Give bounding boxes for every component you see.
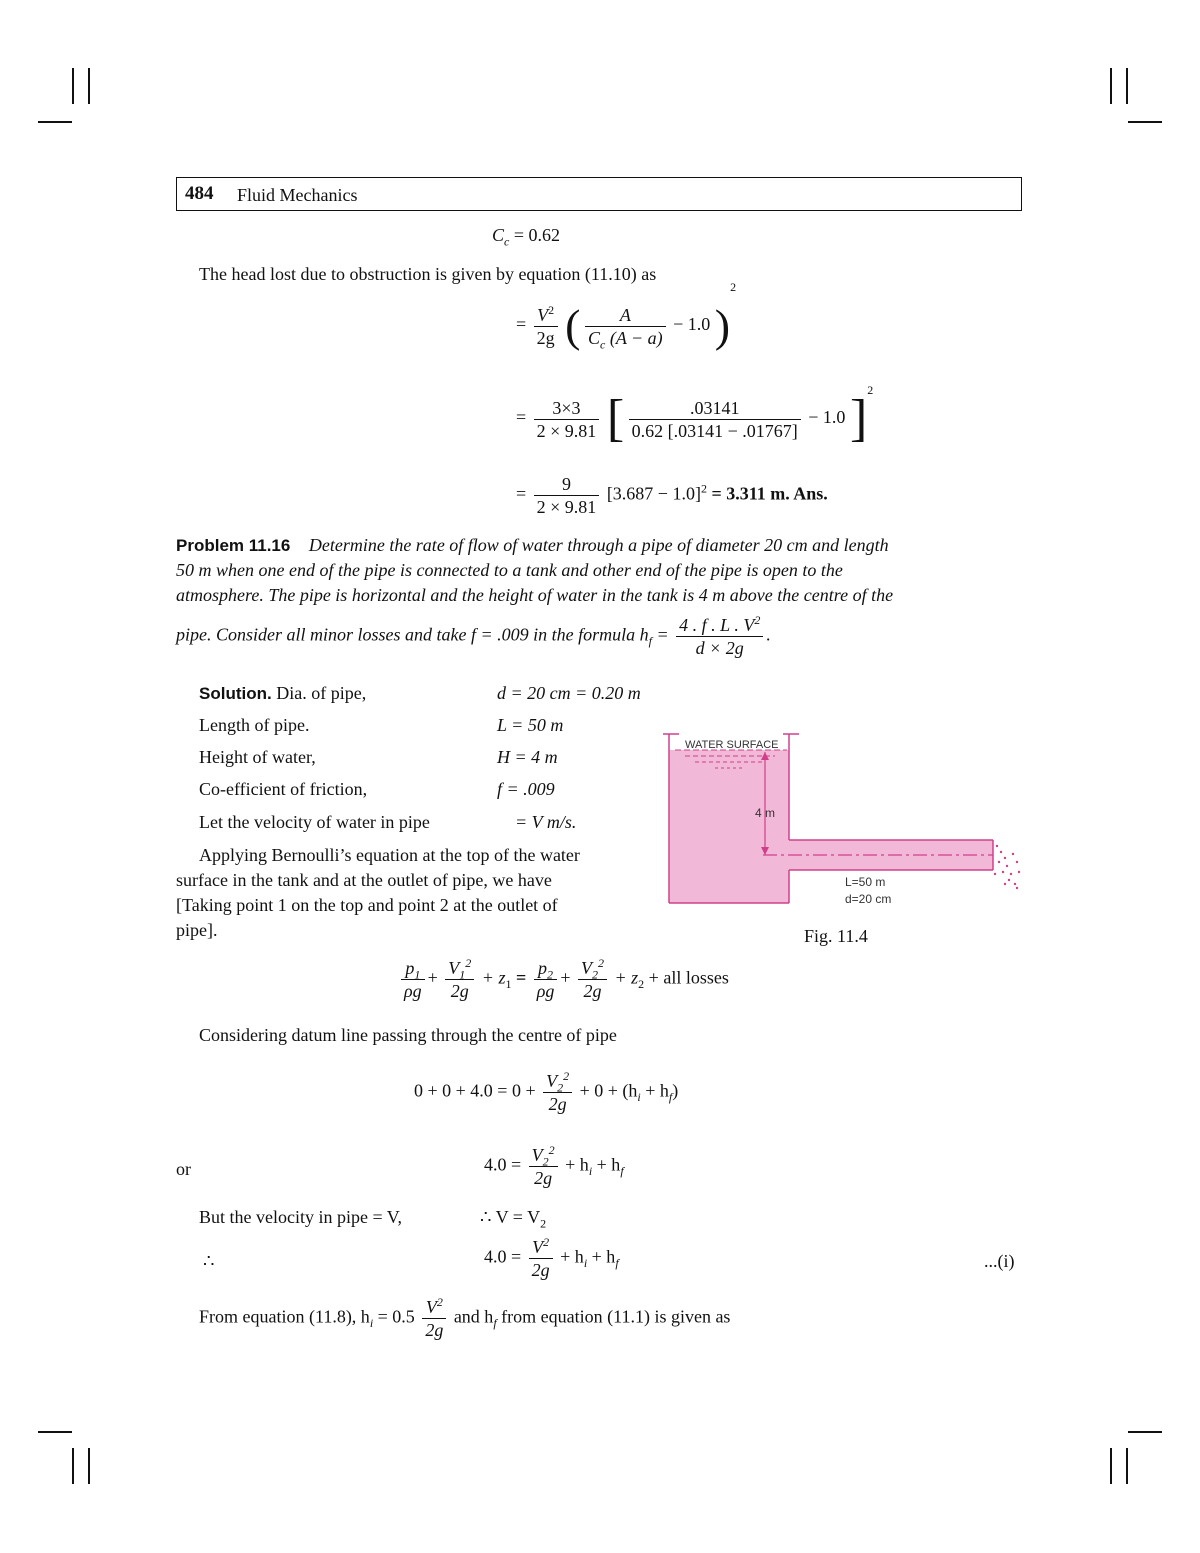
fraction: [534, 473, 600, 518]
fraction: $\frac{V_2^2}{2g}$: [578, 957, 607, 1002]
equation-datum: 0 + 0 + 4.0 = 0 + $\frac{V_2^2}{2g}$ + $0 + (h_i + h_f)$: [414, 1069, 679, 1114]
numerator: A: [619, 304, 631, 325]
paren-close: ): [672, 1080, 679, 1101]
problem-label: Problem 11.16: [176, 536, 291, 555]
exponent: 2: [730, 280, 737, 294]
numerator: .03141: [689, 397, 740, 418]
equation-or: 4.0 = $\frac{V_2^2}{2g}$ + $h_i + h_f$: [484, 1143, 624, 1188]
crop-mark: [1126, 68, 1128, 104]
fraction: [629, 397, 801, 442]
crop-mark: [1110, 68, 1112, 104]
fraction: $\frac{4 . f . L . V^2}{d \times 2g}$: [676, 614, 763, 659]
crop-mark: [1128, 121, 1162, 123]
crop-mark: [72, 68, 74, 104]
crop-mark: [1128, 1431, 1162, 1433]
eq-sign: =: [516, 483, 527, 504]
losses-term: + all losses: [648, 967, 729, 988]
length-label: L=50 m: [845, 875, 886, 889]
eq-rhs: + h: [565, 1154, 589, 1175]
eq-sign: =: [516, 407, 527, 428]
text-segment: and h: [453, 1306, 494, 1327]
velocity-equality: [480, 1206, 547, 1231]
eq-lhs: 0 + 0 + 4.0 = 0 +: [414, 1080, 536, 1101]
paren-open: (: [565, 300, 581, 351]
fraction: [585, 304, 666, 352]
given-value: = V m/s.: [515, 812, 577, 832]
cc-sub: c: [504, 234, 510, 249]
water-surface-label: WATER SURFACE: [685, 739, 779, 751]
given-name: Let the velocity of water in pipe: [199, 812, 430, 832]
denominator: 2g: [534, 326, 558, 349]
fraction: $\frac{V^2}{2g}$: [422, 1296, 446, 1341]
eq-tail: − 1.0: [673, 314, 711, 335]
book-title: Fluid Mechanics: [237, 185, 358, 205]
solution-paragraph: surface in the tank and at the outlet of pipe, we have: [176, 870, 552, 890]
eq-lhs: 4.0 =: [484, 1154, 522, 1175]
outlet-spray: [994, 845, 1020, 889]
den-symbol: C: [587, 327, 600, 348]
crop-mark: [72, 1448, 74, 1484]
velocity-statement: But the velocity in pipe = V,: [199, 1207, 402, 1227]
two-g: 2g: [445, 979, 474, 1002]
denominator: 2g: [529, 1258, 553, 1281]
z2: + z: [614, 967, 639, 988]
fraction: $\frac{V^2}{2g}$: [534, 304, 558, 349]
bernoulli-equation: $\frac{p_1}{\rho g}$ + $\frac{V_1^2}{2g}$ + $z_1$ = $\frac{p_2}{\rho g}$ + $\frac{V_2^2}{2g}$ + $z_2$ + all losses: [398, 957, 729, 1002]
numerator: V: [531, 1145, 543, 1165]
given-name: Length of pipe.: [199, 715, 310, 735]
p1: p: [405, 958, 415, 978]
denominator: 2g: [543, 1092, 572, 1115]
eq-sign: =: [516, 314, 527, 335]
water-body: [669, 750, 993, 903]
fraction: $\frac{V^2}{2g}$: [529, 1236, 553, 1281]
given-value: d = 20 cm = 0.20 m: [497, 683, 641, 703]
two-g: 2g: [578, 979, 607, 1002]
denominator: 2g: [529, 1166, 558, 1189]
fraction: $\frac{p_2}{\rho g}$: [534, 957, 558, 1002]
equation-substituted: [516, 383, 874, 447]
crop-mark: [38, 121, 72, 123]
text-segment: From equation (11.8), h: [199, 1306, 370, 1327]
datum-line-text: Considering datum line passing through the centre of pipe: [199, 1025, 617, 1045]
fraction: [534, 397, 600, 442]
bracket-close: ]: [849, 390, 868, 447]
eq-rhs: + h: [591, 1246, 616, 1267]
rho-g: ρg: [534, 979, 558, 1002]
diameter-label: d=20 cm: [845, 892, 892, 906]
given-value: L = 50 m: [497, 715, 564, 735]
fraction: $\frac{p_1}{\rho g}$: [401, 957, 425, 1002]
problem-line-3: atmosphere. The pipe is horizontal and the height of water in the tank is 4 m above the centre of the: [176, 585, 894, 605]
problem-text: Determine the rate of flow of water through a pipe of diameter 20 cm and length: [308, 535, 889, 555]
head-loss-intro: The head lost due to obstruction is given by equation (11.10) as: [199, 264, 657, 284]
eq-rhs: + h: [645, 1080, 669, 1101]
numerator: 4 . f . L . V: [679, 615, 755, 635]
denominator: 2g: [422, 1318, 446, 1341]
hf-sub: f: [648, 634, 652, 649]
height-label: 4 m: [755, 806, 776, 820]
eq-tail: − 1.0: [808, 407, 846, 428]
bracket-open: [: [606, 390, 625, 447]
fraction: $\frac{V_2^2}{2g}$: [529, 1144, 558, 1189]
cc-rhs: = 0.62: [513, 225, 560, 245]
z1: + z: [481, 967, 506, 988]
therefore-symbol: ∴: [203, 1251, 215, 1271]
denominator: d × 2g: [676, 636, 763, 659]
v1: V: [448, 958, 460, 978]
eq-sign: =: [515, 967, 527, 988]
eq-rhs: + 0 + (h: [579, 1080, 638, 1101]
crop-mark: [88, 68, 90, 104]
numerator: V: [532, 1237, 544, 1257]
given-name: Co-efficient of friction,: [199, 779, 368, 799]
paren-close: ): [714, 300, 731, 351]
problem-line-2: 50 m when one end of the pipe is connected to a tank and other end of the pipe is open to the: [176, 560, 843, 580]
or-label: or: [176, 1159, 191, 1179]
p2: p: [538, 958, 548, 978]
numerator: 3×3: [552, 397, 581, 418]
period: .: [766, 624, 771, 645]
fraction: $\frac{V_1^2}{2g}$: [445, 957, 474, 1002]
therefore-expr: ∴ V = V: [480, 1207, 541, 1227]
page-header: [176, 177, 1022, 211]
solution-label: Solution.: [199, 684, 272, 703]
denominator: [585, 326, 666, 352]
denominator: 0.62 [.03141 − .01767]: [629, 419, 801, 442]
numerator: V: [425, 1297, 437, 1317]
exponent: 2: [867, 383, 874, 398]
v2: V: [581, 958, 593, 978]
crop-mark: [1110, 1448, 1112, 1484]
final-line: From equation (11.8), $h_i = 0.5$ $\frac{V^2}{2g}$ and $h_f$ from equation (11.1) is given as: [199, 1295, 731, 1340]
page-number: 484: [185, 183, 214, 204]
equation-result: [516, 473, 828, 518]
equation-i: 4.0 = $\frac{V^2}{2g}$ + $h_i + h_f$: [484, 1235, 619, 1280]
v-sub: 2: [540, 1216, 547, 1231]
crop-mark: [38, 1431, 72, 1433]
numerator: V: [537, 304, 549, 325]
equation-tag: ...(i): [984, 1251, 1015, 1271]
numerator: V: [546, 1071, 558, 1091]
figure-caption: Fig. 11.4: [804, 926, 868, 946]
equation-general: [516, 280, 737, 352]
given-name: Height of water,: [199, 747, 316, 767]
given-value: H = 4 m: [497, 747, 558, 767]
text-segment: = 0.5: [377, 1306, 415, 1327]
denominator: 2 × 9.81: [534, 419, 600, 442]
crop-mark: [88, 1448, 90, 1484]
text-segment: from equation (11.1) is given as: [501, 1306, 731, 1327]
denominator: 2 × 9.81: [534, 495, 600, 518]
rho-g: ρg: [401, 979, 425, 1002]
eq-rhs: + h: [596, 1154, 621, 1175]
solution-paragraph: Applying Bernoulli’s equation at the top of the water: [199, 845, 580, 865]
crop-mark: [1126, 1448, 1128, 1484]
solution-row-0: [199, 682, 366, 705]
fraction: $\frac{V_2^2}{2g}$: [543, 1070, 572, 1115]
bracket-expr: [3.687 − 1.0]: [606, 483, 701, 504]
answer: = 3.311 m. Ans.: [711, 483, 828, 504]
problem-line-1: [176, 534, 889, 557]
given-value: f = .009: [497, 779, 555, 799]
eq-rhs: + h: [560, 1246, 584, 1267]
solution-paragraph: pipe].: [176, 920, 218, 940]
den-rest: (A − a): [609, 327, 663, 348]
tank-pipe-figure: [655, 728, 1035, 924]
solution-paragraph: [Taking point 1 on the top and point 2 at the outlet of: [176, 895, 558, 915]
problem-line-4: pipe. Consider all minor losses and take f = .009 in the formula $h_f$ = $\frac{4 . f . L . V^2}{d \times 2g}$ .: [176, 613, 771, 658]
given-name: Dia. of pipe,: [276, 683, 367, 703]
cc-value: [492, 224, 560, 249]
numerator: 9: [561, 474, 571, 494]
exponent: 2: [700, 481, 707, 496]
den-sub: c: [600, 337, 606, 352]
eq-lhs: 4.0 =: [484, 1246, 522, 1267]
cc-symbol: C: [492, 225, 505, 245]
problem-text: pipe. Consider all minor losses and take f = .009 in the formula h: [176, 624, 649, 645]
